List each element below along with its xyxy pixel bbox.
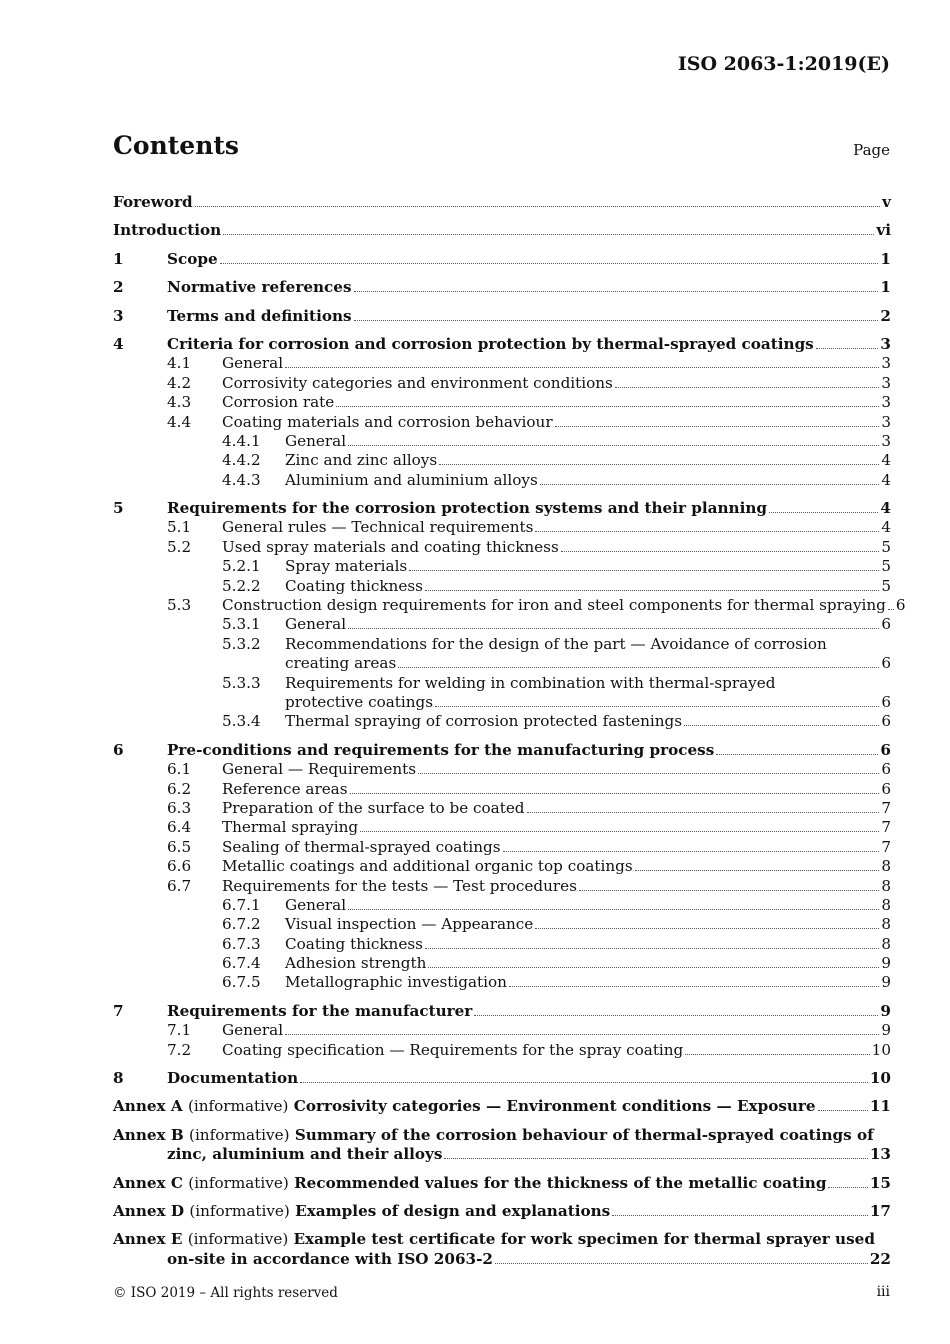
dot-leader xyxy=(685,1054,869,1055)
toc-entry[interactable] xyxy=(113,760,891,779)
dot-leader xyxy=(561,551,880,552)
dot-leader xyxy=(409,570,879,571)
toc-entry-number: 4.4.2 xyxy=(222,451,261,470)
toc-entry[interactable] xyxy=(113,915,891,934)
toc-entry-title: General xyxy=(285,615,347,634)
dot-leader xyxy=(769,512,878,513)
toc-page-number: 4 xyxy=(880,499,891,518)
toc-entry-title: General xyxy=(285,895,347,914)
toc-entry-title: Scope xyxy=(167,249,218,268)
annex-qualifier: (informative) xyxy=(188,1173,289,1192)
dot-leader xyxy=(540,484,880,485)
toc-entry-title: Coating thickness xyxy=(285,934,423,953)
toc-entry[interactable] xyxy=(113,799,891,818)
toc-page-number: 10 xyxy=(871,1040,891,1059)
document-reference: ISO 2063-1:2019(E) xyxy=(677,53,890,75)
toc-entry-title: Thermal spraying of corrosion protected fastenings xyxy=(285,712,683,731)
dot-leader xyxy=(425,948,879,949)
toc-entry-title: General — Requirements xyxy=(222,760,417,779)
toc-page-number: 10 xyxy=(869,1069,891,1088)
dot-leader xyxy=(300,1082,868,1083)
toc-entry[interactable] xyxy=(113,596,906,615)
dot-leader xyxy=(612,1215,868,1216)
toc-entry[interactable] xyxy=(113,1145,891,1164)
toc-entry[interactable] xyxy=(113,1021,891,1040)
dot-leader xyxy=(716,754,878,755)
toc-entry-title: Coating thickness xyxy=(285,576,423,595)
toc-entry-title: Sealing of thermal-sprayed coatings xyxy=(222,837,501,856)
toc-entry[interactable] xyxy=(113,1069,891,1088)
toc-page-number: 9 xyxy=(880,1001,891,1020)
toc-entry-number: 6.7 xyxy=(167,876,192,895)
dot-leader xyxy=(503,851,880,852)
toc-entry[interactable] xyxy=(113,857,891,876)
toc-entry-number: 5 xyxy=(113,499,124,518)
toc-entry-title: Construction design requirements for iron and steel components for thermal spraying xyxy=(222,596,886,615)
toc-entry-title: General xyxy=(222,354,284,373)
toc-entry[interactable] xyxy=(113,635,891,654)
dot-leader xyxy=(495,1263,868,1264)
toc-entry-number: 5.3.2 xyxy=(222,634,261,653)
toc-page-number: 8 xyxy=(881,876,891,895)
toc-page-number: 7 xyxy=(881,837,891,856)
dot-leader xyxy=(509,986,879,987)
toc-entry[interactable] xyxy=(113,741,891,760)
toc-entry-number: 4.4.1 xyxy=(222,431,261,450)
toc-page-number: 8 xyxy=(881,915,891,934)
toc-entry[interactable] xyxy=(113,1126,891,1145)
toc-entry-title: Visual inspection — Appearance xyxy=(285,915,534,934)
toc-entry-title: Example test certificate for work specimen for thermal sprayer used xyxy=(293,1230,875,1249)
toc-entry-number: 6.6 xyxy=(167,857,192,876)
toc-entry[interactable] xyxy=(113,818,891,837)
toc-entry-number: 7.2 xyxy=(167,1040,192,1059)
toc-entry-number: 6.7.5 xyxy=(222,973,261,992)
toc-page-number: 6 xyxy=(881,760,891,779)
dot-leader xyxy=(635,870,880,871)
toc-page-number: 3 xyxy=(881,393,891,412)
toc-entry-number: 1 xyxy=(113,249,124,268)
annex-qualifier: (informative) xyxy=(189,1125,290,1144)
toc-entry-title: Metallic coatings and additional organic top coatings xyxy=(222,857,633,876)
dot-leader xyxy=(220,263,879,264)
toc-entry-title: Recommended values for the thickness of the metallic coating xyxy=(294,1173,827,1192)
toc-entry-title: Corrosion rate xyxy=(222,393,335,412)
toc-entry-number: 2 xyxy=(113,278,124,297)
toc-entry[interactable] xyxy=(113,877,891,896)
table-of-contents xyxy=(113,184,906,1269)
toc-entry-title-continued: creating areas xyxy=(285,654,397,673)
toc-entry-number: 4.1 xyxy=(167,354,192,373)
toc-entry-number: 4.2 xyxy=(167,373,192,392)
toc-entry[interactable] xyxy=(113,1002,891,1021)
toc-entry-number: 6.4 xyxy=(167,818,192,837)
toc-entry[interactable] xyxy=(113,499,891,518)
toc-entry-title: Pre-conditions and requirements for the manufacturing process xyxy=(167,740,715,759)
dot-leader xyxy=(535,928,879,929)
toc-entry[interactable] xyxy=(113,557,891,576)
toc-page-number: 3 xyxy=(881,354,891,373)
toc-entry-title: Coating materials and corrosion behaviour xyxy=(222,412,553,431)
toc-entry[interactable] xyxy=(113,354,891,373)
toc-entry-title: Terms and definitions xyxy=(167,306,352,325)
toc-entry-number: 5.3.3 xyxy=(222,673,261,692)
dot-leader xyxy=(195,206,881,207)
annex-label: Annex E xyxy=(113,1230,183,1249)
toc-entry-title: Normative references xyxy=(167,278,352,297)
toc-page-number: 6 xyxy=(881,779,891,798)
toc-entry[interactable] xyxy=(113,1230,891,1249)
toc-entry[interactable] xyxy=(113,374,891,393)
toc-page-number: 6 xyxy=(881,615,891,634)
toc-entry[interactable] xyxy=(113,335,891,354)
dot-leader xyxy=(360,831,879,832)
toc-entry[interactable] xyxy=(113,1041,891,1060)
annex-qualifier: (informative) xyxy=(189,1201,290,1220)
toc-page-number: 3 xyxy=(880,334,891,353)
toc-entry[interactable] xyxy=(113,451,891,470)
toc-page-number: 6 xyxy=(881,712,891,731)
toc-entry-title-continued: zinc, aluminium and their alloys xyxy=(167,1145,443,1164)
dot-leader xyxy=(818,1110,868,1111)
toc-entry[interactable] xyxy=(113,1174,891,1193)
toc-entry-number: 6.7.3 xyxy=(222,934,261,953)
annex-label: Annex B xyxy=(113,1125,184,1144)
dot-leader xyxy=(354,320,879,321)
dot-leader xyxy=(615,387,879,388)
dot-leader xyxy=(350,793,880,794)
toc-entry-title: Requirements for welding in combination with thermal-sprayed xyxy=(285,673,776,692)
dot-leader xyxy=(348,628,879,629)
toc-entry-title: General xyxy=(222,1021,284,1040)
annex-qualifier: (informative) xyxy=(187,1230,289,1249)
toc-entry-title: Examples of design and explanations xyxy=(295,1201,611,1220)
toc-entry[interactable] xyxy=(113,1097,891,1116)
toc-entry-title: Corrosivity categories — Environment conditions — Exposure xyxy=(293,1097,816,1116)
dot-leader xyxy=(435,706,879,707)
annex-label: Annex A xyxy=(113,1097,183,1116)
footer-page-number: iii xyxy=(876,1284,890,1300)
toc-entry[interactable] xyxy=(113,432,891,451)
toc-entry-title: Preparation of the surface to be coated xyxy=(222,798,525,817)
toc-entry[interactable] xyxy=(113,393,891,412)
toc-entry[interactable] xyxy=(113,278,891,297)
toc-entry-number: 3 xyxy=(113,306,124,325)
toc-entry-number: 4.3 xyxy=(167,393,192,412)
dot-leader xyxy=(336,406,879,407)
toc-entry-title: Foreword xyxy=(113,193,193,211)
dot-leader xyxy=(684,725,879,726)
toc-entry[interactable] xyxy=(113,1202,891,1221)
dot-leader xyxy=(348,445,879,446)
toc-entry[interactable] xyxy=(113,538,891,557)
dot-leader xyxy=(555,426,880,427)
toc-entry-title: Requirements for the manufacturer xyxy=(167,1001,473,1020)
toc-entry-title: Aluminium and aluminium alloys xyxy=(285,470,538,489)
toc-page-number: 22 xyxy=(869,1249,891,1268)
toc-page-number: 7 xyxy=(881,818,891,837)
copyright-notice: © ISO 2019 – All rights reserved xyxy=(113,1285,338,1301)
toc-entry-title: Recommendations for the design of the part — Avoidance of corrosion xyxy=(285,634,827,653)
toc-page-number: 8 xyxy=(881,934,891,953)
toc-page-number: 6 xyxy=(895,596,906,615)
toc-page-number: 5 xyxy=(881,537,891,556)
toc-entry[interactable] xyxy=(113,896,891,915)
toc-page-number: 2 xyxy=(880,306,891,325)
toc-page-number: 9 xyxy=(881,1021,891,1040)
toc-entry[interactable] xyxy=(113,973,891,992)
toc-page-number: 9 xyxy=(881,954,891,973)
toc-entry-number: 4.4.3 xyxy=(222,470,261,489)
dot-leader xyxy=(428,967,879,968)
toc-entry-number: 6.7.4 xyxy=(222,954,261,973)
toc-page-number: 6 xyxy=(880,740,891,759)
dot-leader xyxy=(418,773,879,774)
contents-title: Contents xyxy=(113,131,240,160)
toc-entry-title: Spray materials xyxy=(285,557,408,576)
toc-page-number: 1 xyxy=(880,278,891,297)
toc-page-number: 15 xyxy=(869,1173,891,1192)
toc-entry[interactable] xyxy=(113,954,891,973)
dot-leader xyxy=(285,367,879,368)
toc-entry-number: 5.3.1 xyxy=(222,615,261,634)
toc-page-number: vi xyxy=(876,221,891,240)
toc-entry-title: Documentation xyxy=(167,1069,299,1088)
toc-entry-number: 6.3 xyxy=(167,798,192,817)
toc-entry-title: Requirements for the tests — Test procedures xyxy=(222,876,577,895)
toc-page-number: 13 xyxy=(869,1145,891,1164)
toc-entry-title: Coating specification — Requirements for the spray coating xyxy=(222,1040,684,1059)
toc-entry-number: 8 xyxy=(113,1069,124,1088)
dot-leader xyxy=(439,464,879,465)
toc-entry-title: General xyxy=(285,431,347,450)
toc-entry-title: Adhesion strength xyxy=(285,954,427,973)
toc-entry-number: 6.2 xyxy=(167,779,192,798)
toc-entry[interactable] xyxy=(113,838,891,857)
toc-page-number: 8 xyxy=(881,895,891,914)
toc-entry-number: 5.2 xyxy=(167,537,192,556)
toc-entry[interactable] xyxy=(113,307,891,326)
toc-entry-title: Reference areas xyxy=(222,779,348,798)
toc-entry-title: Used spray materials and coating thickness xyxy=(222,537,559,556)
dot-leader xyxy=(354,291,879,292)
annex-qualifier: (informative) xyxy=(187,1097,289,1116)
dot-leader xyxy=(888,609,894,610)
toc-entry-number: 7 xyxy=(113,1001,124,1020)
toc-page-number: 4 xyxy=(881,451,891,470)
toc-entry[interactable] xyxy=(113,693,891,712)
toc-page-number: 11 xyxy=(869,1097,891,1116)
toc-page-number: 8 xyxy=(881,857,891,876)
toc-entry-number: 6.1 xyxy=(167,760,192,779)
toc-entry-number: 6.7.1 xyxy=(222,895,261,914)
toc-page-number: v xyxy=(882,193,891,211)
toc-entry-number: 5.2.1 xyxy=(222,557,261,576)
toc-entry-number: 5.1 xyxy=(167,518,192,537)
toc-entry-title: Criteria for corrosion and corrosion protection by thermal-sprayed coatings xyxy=(167,334,814,353)
toc-page-number: 3 xyxy=(881,431,891,450)
annex-label: Annex D xyxy=(113,1201,185,1220)
toc-page-number: 6 xyxy=(881,692,891,711)
toc-entry[interactable] xyxy=(113,250,891,269)
toc-entry-number: 5.2.2 xyxy=(222,576,261,595)
dot-leader xyxy=(444,1158,867,1159)
dot-leader xyxy=(579,890,879,891)
toc-entry-number: 6.5 xyxy=(167,837,192,856)
page-column-label: Page xyxy=(853,141,890,159)
toc-entry[interactable] xyxy=(113,780,891,799)
dot-leader xyxy=(285,1034,879,1035)
toc-page-number: 7 xyxy=(881,798,891,817)
toc-page-number: 6 xyxy=(881,654,891,673)
toc-page-number: 3 xyxy=(881,373,891,392)
toc-entry[interactable] xyxy=(113,712,891,731)
toc-entry[interactable] xyxy=(113,413,891,432)
toc-entry-title: Summary of the corrosion behaviour of thermal-sprayed coatings of xyxy=(294,1125,874,1144)
toc-entry-title: Zinc and zinc alloys xyxy=(285,451,438,470)
toc-entry-title-continued: on-site in accordance with ISO 2063-2 xyxy=(167,1249,493,1268)
toc-entry[interactable] xyxy=(113,518,891,537)
toc-entry-number: 5.3.4 xyxy=(222,712,261,731)
toc-entry-number: 6 xyxy=(113,740,124,759)
toc-entry[interactable] xyxy=(113,935,891,954)
dot-leader xyxy=(527,812,880,813)
toc-page-number: 4 xyxy=(881,470,891,489)
toc-entry[interactable] xyxy=(113,471,891,490)
toc-entry[interactable] xyxy=(113,577,891,596)
dot-leader xyxy=(816,348,879,349)
toc-entry-title: General rules — Technical requirements xyxy=(222,518,534,537)
toc-entry-number: 5.3 xyxy=(167,596,192,615)
toc-page-number: 17 xyxy=(869,1201,891,1220)
toc-page-number: 5 xyxy=(881,576,891,595)
toc-entry-title: Metallographic investigation xyxy=(285,973,507,992)
toc-entry-title: Corrosivity categories and environment conditions xyxy=(222,373,613,392)
toc-entry-title: Requirements for the corrosion protection systems and their planning xyxy=(167,499,768,518)
toc-page-number: 1 xyxy=(880,249,891,268)
annex-label: Annex C xyxy=(113,1173,183,1192)
toc-entry-number: 4.4 xyxy=(167,412,192,431)
dot-leader xyxy=(535,531,879,532)
dot-leader xyxy=(348,909,879,910)
toc-entry[interactable] xyxy=(113,221,891,240)
toc-page-number: 3 xyxy=(881,412,891,431)
toc-entry-number: 6.7.2 xyxy=(222,915,261,934)
toc-entry-title: Introduction xyxy=(113,221,222,240)
toc-entry-title-continued: protective coatings xyxy=(285,692,434,711)
toc-entry[interactable] xyxy=(113,654,891,673)
toc-page-number: 5 xyxy=(881,557,891,576)
dot-leader xyxy=(474,1015,878,1016)
dot-leader xyxy=(398,667,879,668)
toc-entry-title: Thermal spraying xyxy=(222,818,359,837)
dot-leader xyxy=(223,234,874,235)
toc-entry[interactable] xyxy=(113,193,891,212)
dot-leader xyxy=(425,590,879,591)
toc-entry[interactable] xyxy=(113,615,891,634)
toc-entry[interactable] xyxy=(113,674,891,693)
toc-page-number: 9 xyxy=(881,973,891,992)
toc-entry-number: 7.1 xyxy=(167,1021,192,1040)
toc-page-number: 4 xyxy=(881,518,891,537)
toc-entry[interactable] xyxy=(113,1250,891,1269)
toc-entry-number: 4 xyxy=(113,334,124,353)
dot-leader xyxy=(828,1187,867,1188)
